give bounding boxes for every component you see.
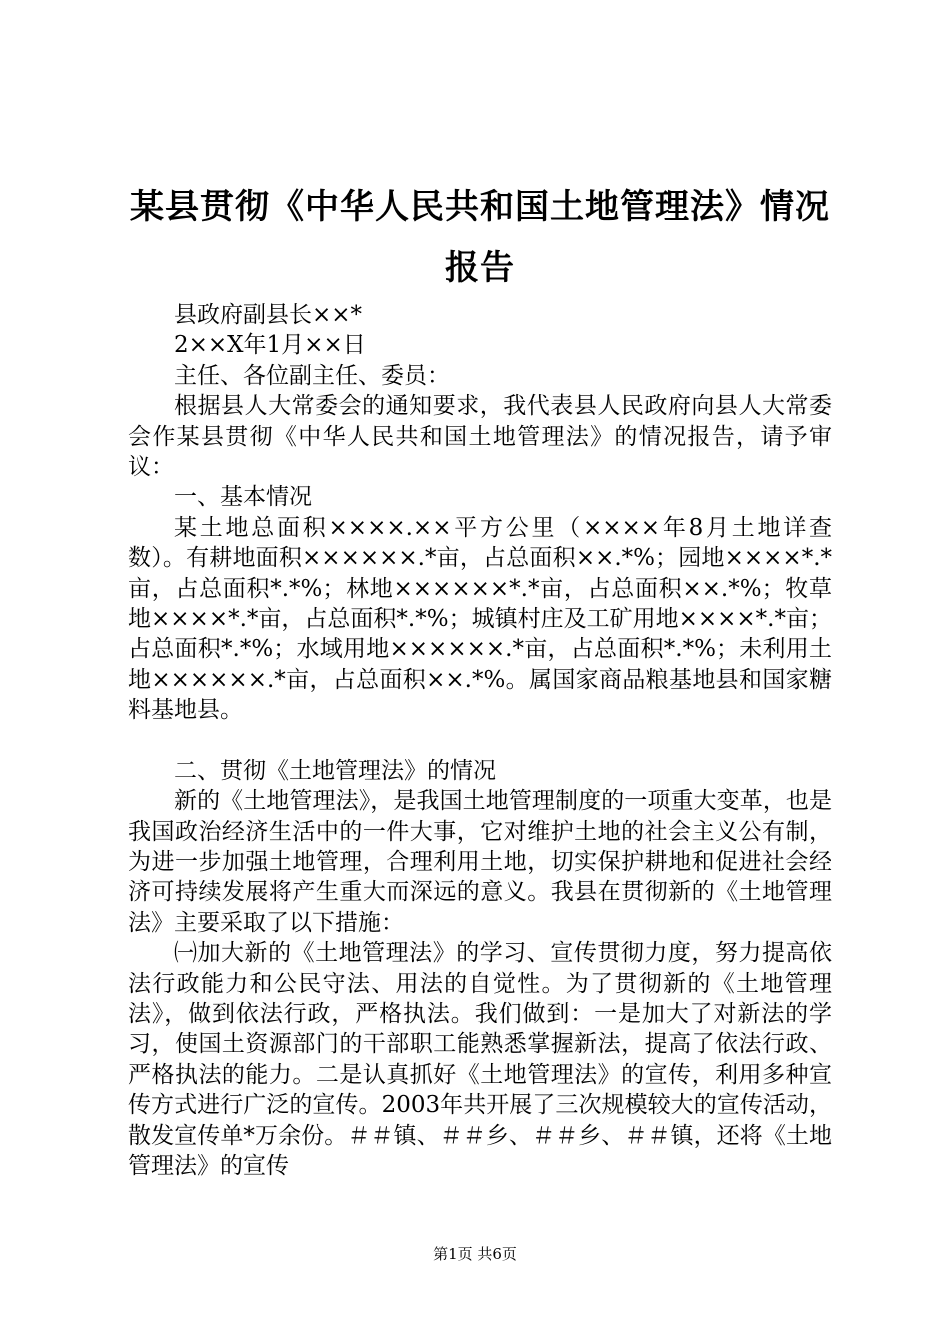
measure-1-paragraph: ㈠加大新的《土地管理法》的学习、宣传贯彻力度，努力提高依法行政能力和公民守法、用法的自觉性。为了贯彻新的《土地管理法》，做到依法行政，严格执法。我们做到：一是加大了对新法的学习，使国土资源部门的干部职工能熟悉掌握新法，提高了依法行政、严格执法的能力。二是认真抓好《土地管理法》的宣传，利用多种宣传方式进行广泛的宣传。2003年共开展了三次规模较大的宣传活动，散发宣传单*万余份。＃＃镇、＃＃乡、＃＃乡、＃＃镇，还将《土地管理法》的宣传 (128, 940, 832, 1179)
date-line: 2××X年1月××日 (174, 332, 366, 359)
author-line: 县政府副县长××* (174, 302, 363, 328)
document-title-line-2: 报告 (445, 248, 515, 288)
page-number-footer: 第1页 共6页 (433, 1245, 517, 1263)
document-title-line-1: 某县贯彻《中华人民共和国土地管理法》情况 (130, 187, 830, 227)
paragraph-spacer (128, 726, 832, 756)
intro-paragraph: 根据县人大常委会的通知要求，我代表县人民政府向县人大常委会作某县贯彻《中华人民共和国土地管理法》的情况报告，请予审议： (128, 393, 832, 481)
section-heading-1: 一、基本情况 (174, 484, 312, 511)
document-body (128, 300, 832, 1181)
basic-situation-paragraph: 某土地总面积××××.××平方公里（××××年8月土地详查数）。有耕地面积××××××.*亩，占总面积××.*%；园地××××*.*亩，占总面积*.*%；林地××××××*.*亩，占总面积××.*%；牧草地××××*.*亩，占总面积*.*%；城镇村庄及工矿用地××××*.*亩；占总面积*.*%；水域用地××××××.*亩，占总面积*.*%；未利用土地××××××.*亩，占总面积××.*%。属国家商品粮基地县和国家糖料基地县。 (128, 514, 832, 724)
section-heading-2: 二、贯彻《土地管理法》的情况 (174, 757, 496, 784)
salutation: 主任、各位副主任、委员： (174, 362, 450, 389)
law-significance-paragraph: 新的《土地管理法》，是我国土地管理制度的一项重大变革，也是我国政治经济生活中的一件大事，它对维护土地的社会主义公有制，为进一步加强土地管理，合理利用土地，切实保护耕地和促进社会经济可持续发展将产生重大而深远的意义。我县在贯彻新的《土地管理法》主要采取了以下措施： (128, 788, 832, 936)
